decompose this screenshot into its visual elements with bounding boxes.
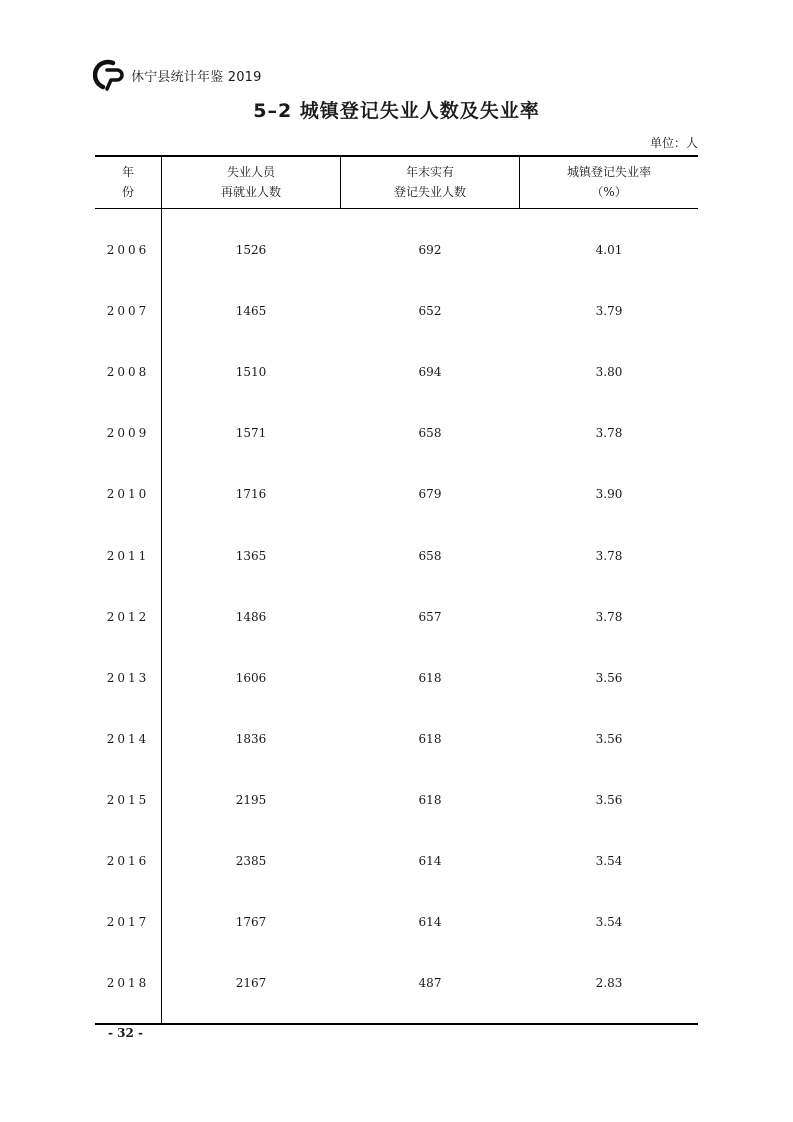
table-cell: 1365 (235, 548, 267, 563)
table-cell: 692 (418, 243, 442, 257)
column-header-unemployment-rate: 城镇登记失业率 （%） (566, 164, 651, 199)
table-cell: 3.78 (595, 609, 623, 624)
table-cell: 1486 (235, 609, 267, 624)
table-row (95, 790, 698, 810)
table-cell: 2011 (106, 548, 150, 563)
table-row (95, 668, 698, 688)
table-cell: 618 (418, 792, 442, 807)
page-title: 5–2 城镇登记失业人数及失业率 (253, 100, 540, 122)
table-cell: 3.56 (595, 792, 623, 807)
table-row (95, 423, 698, 443)
table-cell: 1767 (235, 915, 267, 930)
table-cell: 1526 (235, 243, 267, 257)
table-bottom-rule (95, 1023, 698, 1025)
table-cell: 679 (418, 487, 442, 502)
table-cell: 694 (418, 365, 442, 380)
table-cell: 2016 (106, 854, 150, 868)
table-cell: 3.56 (595, 670, 623, 685)
table-cell: 618 (418, 670, 442, 685)
table-cell: 2009 (106, 426, 150, 441)
table-cell: 3.80 (595, 365, 623, 380)
table-cell: 3.56 (595, 731, 623, 746)
table-cell: 3.78 (595, 548, 623, 563)
header-title: 休宁县统计年鉴 2019 (131, 69, 262, 85)
table-cell: 2008 (106, 365, 150, 380)
table-row (95, 912, 698, 932)
table-row (95, 729, 698, 749)
table-cell: 652 (418, 304, 442, 319)
table-cell: 3.90 (595, 487, 623, 502)
table-cell: 2167 (235, 976, 267, 991)
table-divider (161, 155, 162, 1024)
table-cell: 657 (418, 609, 442, 624)
table-cell: 1465 (235, 304, 267, 319)
table-cell: 487 (418, 976, 442, 991)
table-cell: 1606 (235, 670, 267, 685)
table-cell: 3.54 (595, 854, 623, 868)
table-cell: 2385 (235, 854, 267, 868)
table-cell: 4.01 (595, 243, 623, 257)
table-cell: 3.79 (595, 304, 623, 319)
table-cell: 2013 (106, 670, 150, 685)
column-header-year: 年 份 (121, 164, 144, 199)
table-row (95, 851, 698, 871)
table-cell: 2017 (106, 915, 150, 930)
table-row (95, 362, 698, 382)
table-cell: 2010 (106, 487, 150, 502)
table-cell: 658 (418, 548, 442, 563)
table-cell: 2195 (235, 792, 267, 807)
table-row (95, 484, 698, 504)
table-cell: 3.78 (595, 426, 623, 441)
table-cell: 614 (418, 915, 442, 930)
table-row (95, 240, 698, 260)
table-cell: 1836 (235, 731, 267, 746)
running-header (93, 58, 262, 92)
table-cell: 2014 (106, 731, 150, 746)
table-cell: 3.54 (595, 915, 623, 930)
table-cell: 614 (418, 854, 442, 868)
table-cell: 1716 (235, 487, 267, 502)
table-cell: 1571 (235, 426, 267, 441)
table-cell: 1510 (235, 365, 267, 380)
table-row (95, 546, 698, 566)
table-cell: 2015 (106, 792, 150, 807)
page-number: - 32 - (108, 1026, 144, 1040)
table-cell: 2006 (106, 243, 150, 257)
table-cell: 2012 (106, 609, 150, 624)
yearbook-logo-icon (93, 58, 127, 92)
table-cell: 2018 (106, 976, 150, 991)
unit-label: 单位：人 (649, 136, 698, 150)
table-row (95, 301, 698, 321)
table-cell: 2.83 (595, 976, 623, 991)
table-cell: 618 (418, 731, 442, 746)
table-cell: 658 (418, 426, 442, 441)
table-cell: 2007 (106, 304, 150, 319)
column-header-reemployed: 失业人员 再就业人数 (220, 164, 281, 199)
table-header-rule (95, 208, 698, 209)
column-header-registered-unemployed: 年末实有 登记失业人数 (393, 164, 466, 199)
table-row (95, 973, 698, 993)
table-row (95, 607, 698, 627)
